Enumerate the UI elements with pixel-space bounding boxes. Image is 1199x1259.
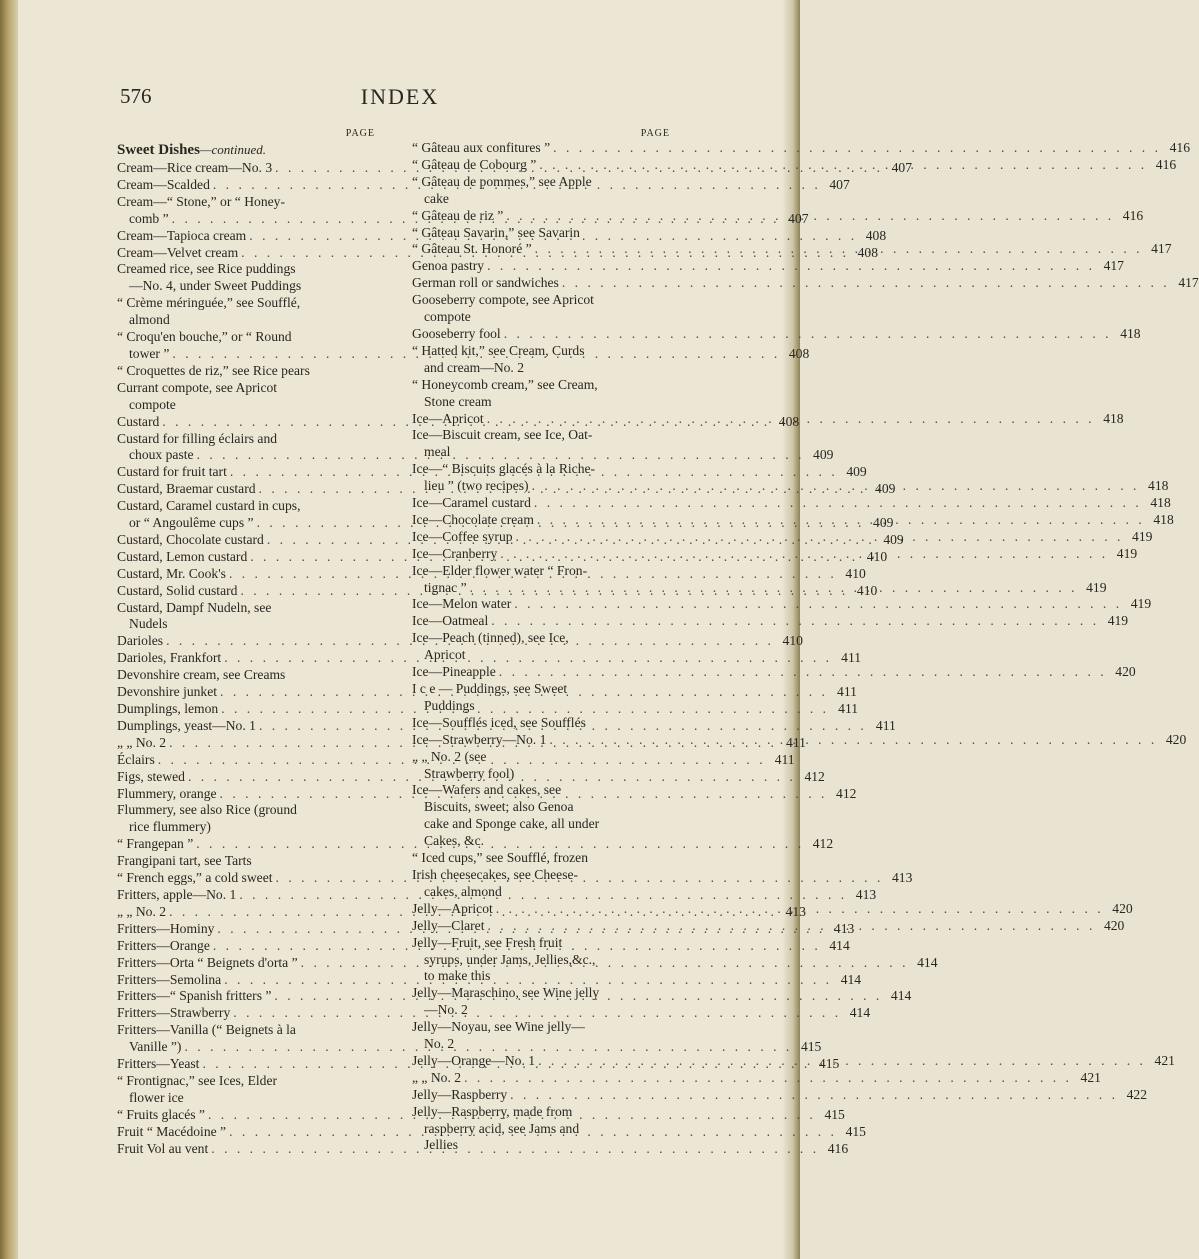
entry-text: Ice—“ Biscuits glacés à la Riche- [412, 461, 596, 477]
entry-text: “ Gâteau de riz ” [412, 207, 504, 223]
entry-page-number: 417 [1151, 241, 1172, 257]
entry-page-number: 418 [1148, 478, 1169, 494]
entry-text: Ice—Peach (tinned), see Ice, [412, 630, 569, 646]
entry-text: Nudels [129, 616, 168, 632]
book-spine-shadow [0, 0, 18, 1259]
entry-page-number: 411 [837, 684, 857, 700]
entry-text: Genoa pastry [412, 258, 485, 274]
entry-text: Jelly—Fruit, see Fresh fruit [412, 934, 563, 950]
entry-text: Custard, Caramel custard in cups, [117, 498, 301, 514]
entry-text: Currant compote, see Apricot [117, 379, 278, 395]
entry-text: Fruit Vol au vent [117, 1140, 209, 1156]
leader-dots [532, 478, 1140, 495]
entry-text: Jelly—Noyau, see Wine jelly— [412, 1019, 585, 1035]
entry-text: “ Fruits glacés ” [117, 1106, 205, 1122]
page-title: INDEX [360, 84, 440, 109]
page-column-label: PAGE [640, 128, 670, 139]
entry-text: Custard, Chocolate custard [117, 531, 264, 547]
entry-text: Jelly—Claret [412, 917, 485, 933]
entry-text: Dumplings, yeast—No. 1 [117, 717, 256, 733]
entry-text: Fritters—Strawberry [117, 1005, 231, 1021]
entry-page-number: 408 [788, 345, 810, 361]
entry-text: “ Frangepan ” [117, 836, 194, 852]
entry-page-number: 419 [1116, 545, 1138, 561]
entry-page-number: 419 [1086, 579, 1107, 595]
index-entry [117, 853, 375, 870]
entry-text: Ice—Melon water [412, 596, 512, 612]
entry-page-number: 408 [857, 244, 879, 260]
index-entry [412, 275, 1199, 292]
leader-dots [510, 1087, 1118, 1104]
leader-dots [506, 208, 1114, 225]
entry-text: “ French eggs,” a cold sweet [117, 870, 273, 886]
entry-text: almond [129, 312, 170, 328]
entry-text: choux paste [129, 447, 194, 463]
entry-text: Ice—Soufflés iced, see Soufflés [412, 714, 586, 730]
leader-dots [470, 580, 1078, 597]
index-entry [412, 140, 1190, 157]
index-entry [412, 174, 670, 208]
entry-page-number: 417 [1178, 275, 1199, 291]
index-entry [412, 258, 1124, 275]
entry-page-number: 421 [1080, 1069, 1101, 1085]
entry-text: Fritters—“ Spanish fritters ” [117, 988, 272, 1004]
entry-page-number: 413 [785, 903, 806, 919]
entry-page-number: 419 [1107, 613, 1129, 629]
entry-text: Fritters—Semolina [117, 971, 222, 987]
entry-text: I c e — Puddings, see Sweet [412, 681, 568, 696]
entry-page-number: 416 [1122, 207, 1144, 223]
entry-text: Fritters—Orta “ Beignets d'orta ” [117, 954, 298, 970]
entry-page-number: 414 [890, 988, 912, 1004]
entry-text: Fruit “ Macédoine ” [117, 1123, 227, 1139]
entry-text: Flummery, see also Rice (ground [117, 802, 297, 818]
entry-text: Ice—Oatmeal [412, 613, 489, 629]
entry-text: and cream—No. 2 [424, 359, 525, 375]
entry-page-number: 417 [1103, 258, 1124, 274]
entry-text: „ „ No. 2 [117, 903, 167, 919]
index-entry [412, 596, 1152, 613]
entry-text: Jellies [424, 1137, 458, 1153]
entry-text: or “ Angoulême cups ” [129, 515, 254, 531]
leader-dots [487, 411, 1095, 428]
entry-page-number: 412 [836, 785, 857, 801]
entry-page-number: 420 [1103, 917, 1125, 933]
entry-text: Cakes, &c. [424, 833, 485, 849]
entry-text: “ Crème méringuée,” see Soufflé, [117, 295, 301, 311]
entry-page-number: 412 [812, 836, 834, 852]
entry-text: meal [424, 444, 451, 460]
entry-page-number: 410 [866, 548, 888, 564]
entry-page-number: 410 [856, 582, 878, 598]
entry-page-number: 408 [778, 413, 800, 429]
index-entry [412, 613, 1129, 630]
entry-text: Jelly—Apricot [412, 900, 493, 916]
entry-text: Biscuits, sweet; also Genoa [424, 799, 574, 815]
index-entry [117, 295, 375, 329]
entry-text: Cream—“ Stone,” or “ Honey- [117, 193, 285, 209]
entry-text: Fritters—Orange [117, 937, 210, 953]
entry-page-number: 413 [855, 886, 877, 902]
entry-text: Ice—Chocolate cream [412, 511, 534, 527]
entry-page-number: 409 [846, 464, 867, 480]
entry-page-number: 419 [1130, 596, 1152, 612]
entry-page-number: 413 [891, 870, 913, 886]
leader-dots [487, 918, 1095, 935]
entry-page-number: 411 [875, 717, 896, 733]
entry-text: tignac ” [424, 579, 467, 595]
entry-text: “ Gâteau de pommes,” see Apple [412, 173, 592, 189]
entry-text: Fritters, apple—No. 1 [117, 886, 237, 902]
entry-page-number: 419 [1132, 528, 1153, 544]
leader-dots [487, 258, 1095, 275]
index-entry [412, 292, 670, 326]
index-entry [412, 985, 670, 1019]
entry-page-number: 420 [1112, 900, 1133, 916]
entry-page-number: 410 [782, 633, 803, 649]
entry-text: Cream—Tapioca cream [117, 227, 247, 243]
entry-page-number: 418 [1153, 511, 1174, 527]
index-entry [412, 225, 670, 242]
index-entry [117, 802, 375, 836]
entry-text: lieu ” (two recipes) [424, 478, 529, 494]
entry-text: comb ” [129, 210, 169, 226]
page-column-label: PAGE [345, 128, 375, 139]
entry-text: „ „ No. 2 [117, 734, 167, 750]
entry-text: cake [424, 190, 449, 206]
leader-dots [549, 732, 1157, 749]
entry-text: cakes, almond [424, 883, 502, 899]
entry-text: “ Gâteau de Cobourg ” [412, 156, 537, 172]
index-entry [117, 363, 375, 380]
entry-page-number: 422 [1126, 1086, 1147, 1102]
entry-text: Gooseberry compote, see Apricot [412, 292, 594, 308]
index-entry [412, 749, 670, 783]
entry-text: Creamed rice, see Rice puddings [117, 261, 296, 277]
entry-text: Dumplings, lemon [117, 701, 219, 716]
entry-text: „ „ No. 2 [412, 1069, 462, 1085]
entry-page-number: 409 [883, 531, 904, 547]
entry-text: “ Gâteau aux confitures ” [412, 140, 551, 155]
entry-text: Ice—Wafers and cakes, see [412, 782, 562, 798]
index-entry [412, 325, 1141, 343]
entry-text: Custard, Dampf Nudeln, see [117, 599, 272, 615]
index-entry [412, 867, 670, 901]
entry-text: —No. 2 [424, 1002, 468, 1018]
entry-text: Devonshire cream, see Creams [117, 667, 286, 683]
leader-dots [553, 140, 1161, 157]
entry-page-number: 416 [1155, 156, 1177, 172]
entry-text: Jelly—Maraschino, see Wine jelly [412, 985, 600, 1001]
entry-text: „ „ No. 2 (see [412, 748, 487, 764]
entry-text: Custard, Lemon custard [117, 548, 248, 564]
entry-text: Darioles, Frankfort [117, 650, 222, 666]
entry-page-number: 409 [873, 515, 894, 531]
index-entry [412, 715, 670, 732]
entry-text: Devonshire junket [117, 684, 218, 700]
entry-text: Ice—Pineapple [412, 664, 496, 680]
index-entry [412, 495, 1171, 512]
entry-text: raspberry acid, see Jams and [424, 1120, 580, 1136]
entry-text: Jelly—Raspberry [412, 1086, 508, 1102]
entry-page-number: 421 [1154, 1052, 1175, 1068]
entry-text: Ice—Coffee syrup [412, 528, 513, 544]
leader-dots [504, 326, 1112, 343]
entry-page-number: 418 [1103, 410, 1124, 426]
index-entry [412, 1104, 670, 1155]
entry-text: —No. 4, under Sweet Puddings [129, 278, 302, 294]
entry-text: Fritters—Vanilla (“ Beignets à la [117, 1022, 296, 1038]
leader-dots [538, 1053, 1146, 1070]
index-entry [412, 1086, 1147, 1104]
entry-page-number: 414 [917, 954, 938, 970]
entry-page-number: 415 [845, 1123, 866, 1139]
entry-page-number: 407 [891, 160, 912, 175]
entry-text: Ice—Strawberry—No. 1 [412, 731, 547, 747]
leader-dots [534, 495, 1142, 512]
entry-text: Custard, Solid custard [117, 582, 238, 598]
index-entry [412, 1069, 1101, 1087]
entry-page-number: 416 [827, 1140, 849, 1156]
entry-text: Fritters—Hominy [117, 920, 215, 936]
index-entry [412, 343, 670, 377]
entry-text: Fritters—Yeast [117, 1056, 200, 1072]
entry-text: Ice—Caramel custard [412, 495, 531, 511]
entry-text: Jelly—Raspberry, made from [412, 1103, 573, 1119]
index-entry [412, 427, 670, 461]
entry-text: flower ice [129, 1089, 184, 1105]
page-number: 576 [120, 84, 152, 108]
index-entry [412, 664, 1136, 681]
entry-text: compote [424, 309, 471, 325]
section-heading [117, 140, 375, 160]
entry-text: syrups, under Jams, Jellies,&c., [424, 951, 596, 967]
entry-text: Cream—Scalded [117, 176, 210, 192]
leader-dots [535, 241, 1143, 258]
entry-text: “ Frontignac,” see Ices, Elder [117, 1072, 278, 1088]
entry-text: “ Croquettes de riz,” see Rice pears [117, 362, 310, 378]
index-entry [117, 600, 375, 634]
index-entry [412, 377, 670, 411]
entry-page-number: 410 [845, 565, 866, 581]
entry-page-number: 414 [849, 1005, 871, 1021]
leader-dots [539, 157, 1147, 174]
entry-text: rice flummery) [129, 819, 211, 835]
entry-page-number: 407 [788, 210, 809, 226]
entry-page-number: 420 [1165, 731, 1187, 747]
entry-text: Irish cheesecakes, see Cheese- [412, 866, 579, 882]
entry-text: Cream—Velvet cream [117, 244, 239, 260]
index-entry [117, 261, 375, 295]
entry-text: German roll or sandwiches [412, 275, 559, 291]
index-entry [412, 935, 670, 986]
entry-text: Apricot [424, 647, 466, 663]
leader-dots [499, 664, 1107, 681]
entry-page-number: 407 [829, 176, 850, 192]
entry-page-number: 413 [833, 920, 855, 936]
entry-page-number: 411 [786, 734, 806, 750]
leader-dots [562, 275, 1170, 292]
section-title: Sweet Dishes [117, 142, 200, 158]
entry-page-number: 414 [840, 971, 862, 987]
entry-text: No. 2 [424, 1036, 455, 1052]
entry-page-number: 409 [813, 447, 834, 463]
entry-text: to make this [424, 968, 491, 984]
entry-page-number: 416 [1169, 140, 1190, 155]
entry-text: Vanille ”) [129, 1039, 182, 1055]
entry-text: Cream—Rice cream—No. 3 [117, 160, 273, 175]
entry-page-number: 409 [875, 481, 896, 497]
section-continued: —continued. [199, 142, 266, 157]
entry-page-number: 411 [841, 650, 862, 666]
leader-dots [496, 901, 1104, 918]
entry-text: Custard for filling éclairs and [117, 430, 278, 446]
entry-text: Custard, Mr. Cook's [117, 565, 226, 581]
entry-text: Ice—Biscuit cream, see Ice, Oat- [412, 427, 593, 443]
entry-text: Jelly—Orange—No. 1 [412, 1052, 536, 1068]
index-entry [117, 380, 375, 414]
entry-text: Figs, stewed [117, 768, 185, 784]
entry-page-number: 414 [829, 937, 850, 953]
entry-text: Strawberry fool) [424, 765, 515, 781]
entry-text: “ Honeycomb cream,” see Cream, [412, 376, 598, 392]
index-entry [412, 850, 670, 867]
entry-page-number: 415 [818, 1056, 840, 1072]
entry-page-number: 411 [838, 701, 859, 716]
entry-text: Ice—Elder flower water “ Fron- [412, 562, 588, 578]
leader-dots [500, 546, 1108, 563]
page-header [0, 84, 800, 114]
entry-text: Stone cream [424, 393, 492, 409]
index-entry [412, 782, 670, 850]
entry-text: Custard, Braemar custard [117, 481, 256, 497]
entry-text: “ Gâteau Savarin,” see Savarin [412, 224, 580, 240]
leader-dots [516, 529, 1124, 546]
entry-text: Ice—Cranberry [412, 545, 498, 561]
index-entry [412, 630, 670, 664]
entry-text: Gooseberry fool [412, 325, 501, 341]
entry-page-number: 418 [1120, 325, 1141, 341]
entry-text: Custard [117, 413, 160, 429]
leader-dots [464, 1070, 1072, 1087]
entry-text: Éclairs [117, 751, 155, 767]
entry-text: “ Iced cups,” see Soufflé, frozen [412, 850, 589, 866]
entry-text: tower ” [129, 345, 170, 361]
entry-text: Custard for fruit tart [117, 464, 227, 480]
entry-text: “ Croqu'en bouche,” or “ Round [117, 329, 292, 345]
entry-text: Puddings [424, 697, 475, 713]
entry-page-number: 411 [774, 751, 795, 767]
leader-dots [514, 596, 1122, 613]
leader-dots [537, 512, 1145, 529]
entry-text: Ice—Apricot [412, 410, 484, 426]
index-entry [117, 1073, 375, 1107]
index-entry [412, 681, 670, 715]
entry-text: compote [129, 396, 176, 412]
entry-text: Darioles [117, 633, 164, 649]
entry-page-number: 415 [824, 1106, 845, 1122]
entry-page-number: 418 [1150, 495, 1171, 511]
entry-text: “ Hatted kit,” see Cream, Curds [412, 342, 585, 358]
index-entry [117, 667, 375, 684]
entry-page-number: 412 [804, 768, 825, 784]
entry-page-number: 415 [800, 1039, 822, 1055]
entry-text: Frangipani tart, see Tarts [117, 853, 252, 869]
leader-dots [491, 613, 1099, 630]
entry-page-number: 420 [1115, 664, 1136, 680]
entry-text: “ Gâteau St. Honoré ” [412, 241, 532, 257]
entry-text: cake and Sponge cake, all under [424, 816, 600, 832]
entry-text: Flummery, orange [117, 785, 217, 801]
entry-page-number: 408 [865, 227, 887, 243]
index-entry [412, 1019, 670, 1053]
